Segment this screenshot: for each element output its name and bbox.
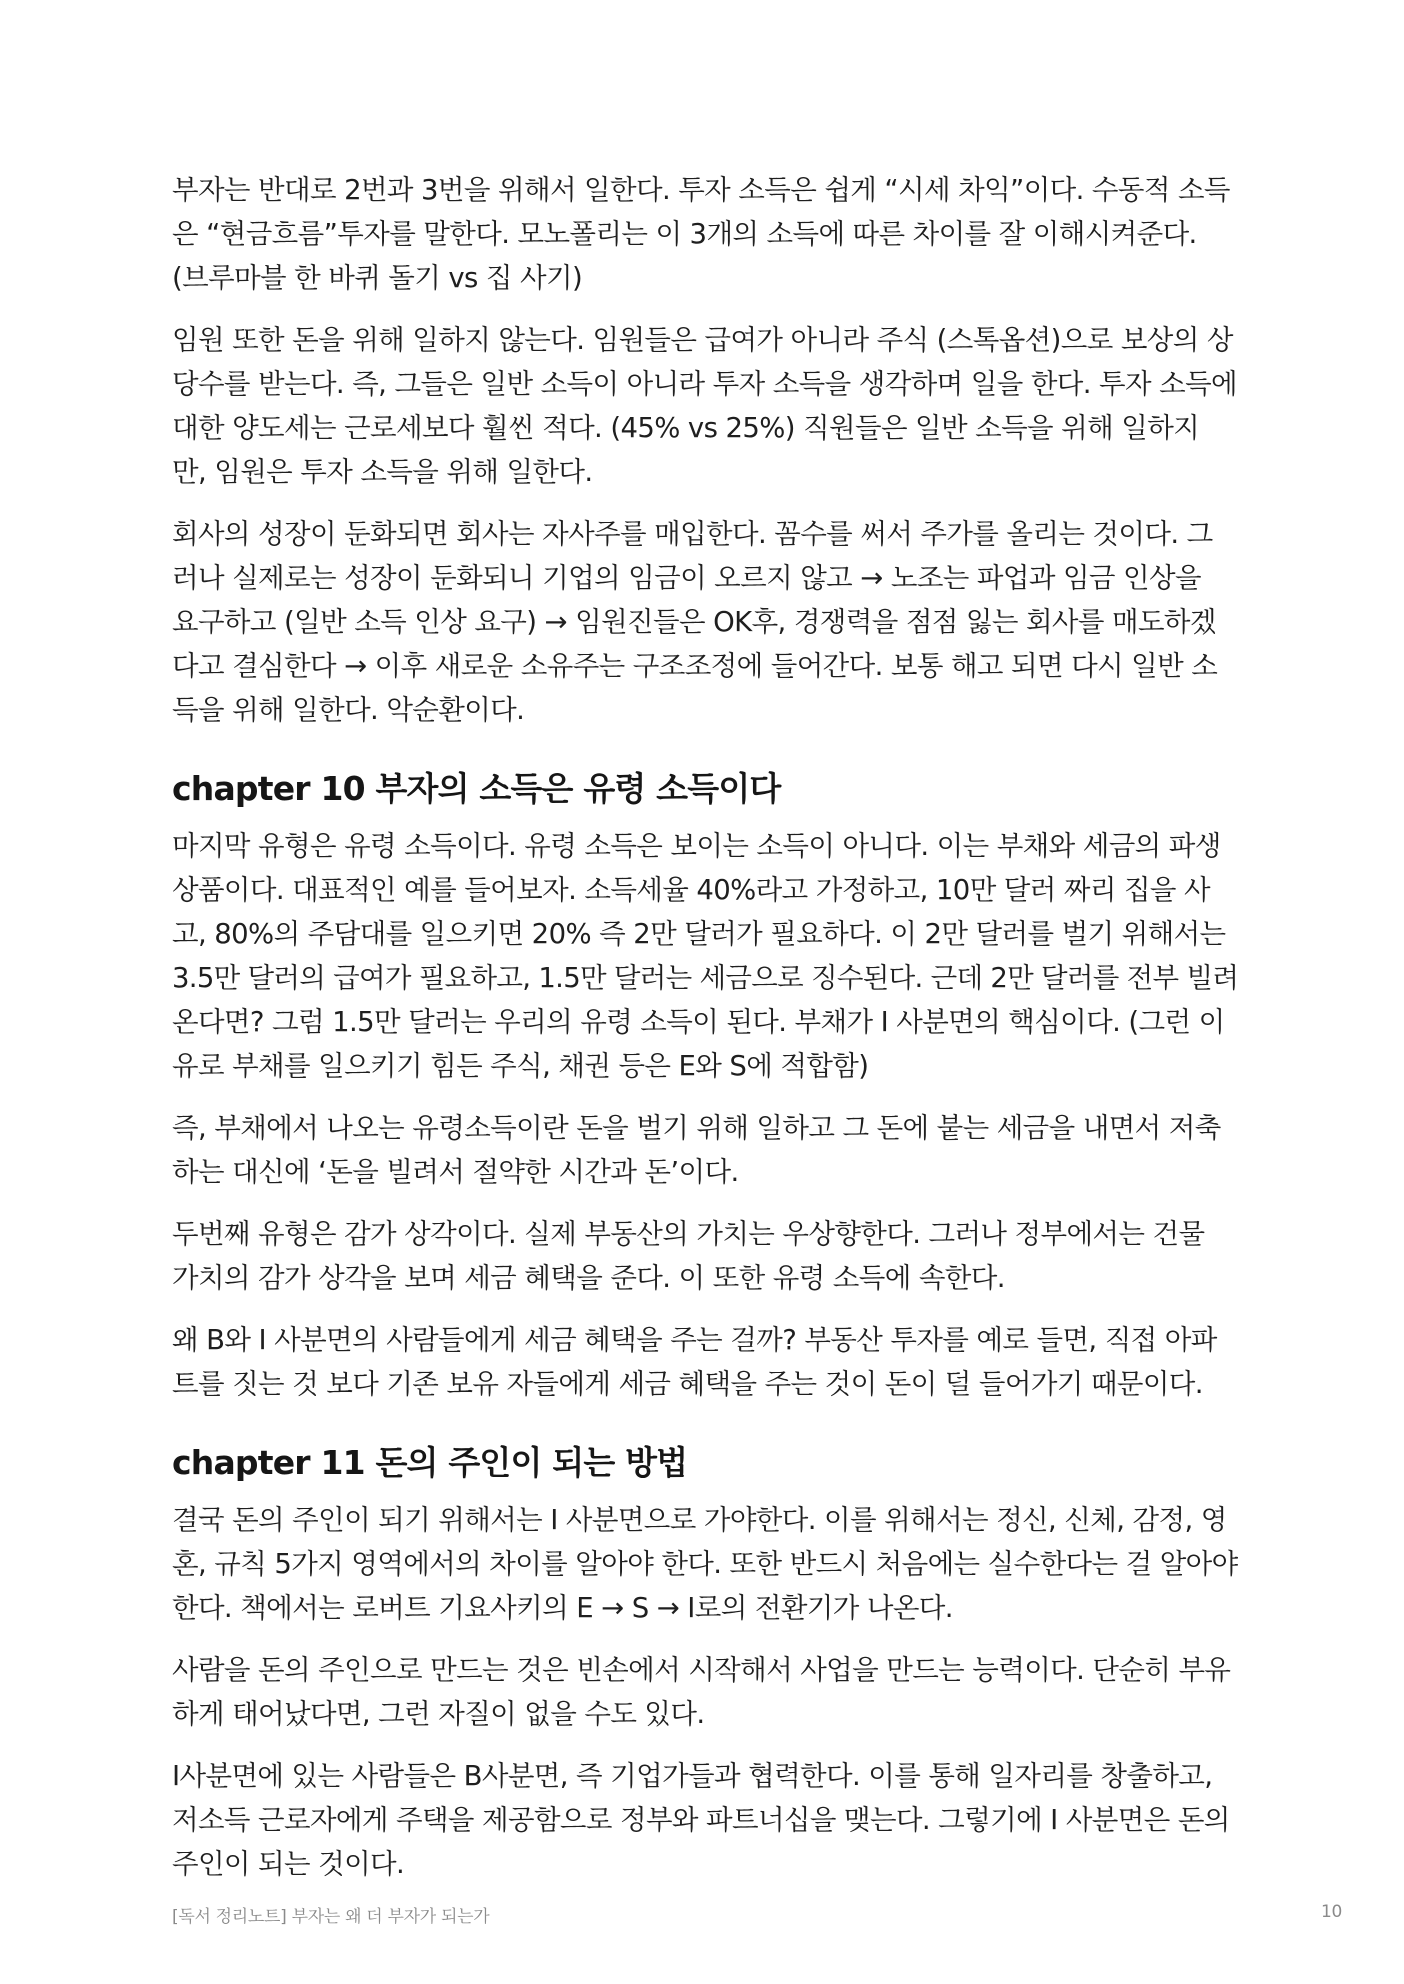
page-number: 10 — [1320, 1902, 1342, 1922]
paragraph-debt-phantom — [172, 1106, 1242, 1194]
text-line: (브루마블 한 바퀴 돌기 vs 집 사기) — [172, 262, 583, 294]
text-line: 두번째 유형은 감가 상각이다. 실제 부동산의 가치는 우상향한다. 그러나 정부에서는 건물 — [172, 1218, 1205, 1250]
text-line: 은 “현금흐름”투자를 말한다. 모노폴리는 이 3개의 소득에 따른 차이를 잘 이해시켜준다. — [172, 218, 1197, 250]
text-line: 트를 짓는 것 보다 기존 보유 자들에게 세금 혜택을 주는 것이 돈이 덜 들어가기 때문이다. — [172, 1368, 1203, 1400]
text-line: 유로 부채를 일으키기 힘든 주식, 채권 등은 E와 S에 적합함) — [172, 1050, 869, 1082]
page-footer — [172, 1902, 1342, 1926]
text-line: 다고 결심한다 → 이후 새로운 소유주는 구조조정에 들어간다. 보통 해고 되면 다시 일반 소 — [172, 650, 1218, 682]
chapter-10-heading: chapter 10 부자의 소득은 유령 소득이다 — [172, 769, 781, 808]
text-line: 결국 돈의 주인이 되기 위해서는 I 사분면으로 가야한다. 이를 위해서는 정신, 신체, 감정, 영 — [172, 1504, 1227, 1536]
text-line: 부자는 반대로 2번과 3번을 위해서 일한다. 투자 소득은 쉽게 “시세 차익”이다. 수동적 소득 — [172, 174, 1230, 206]
text-line: I사분면에 있는 사람들은 B사분면, 즉 기업가들과 협력한다. 이를 통해 일자리를 창출하고, — [172, 1760, 1213, 1792]
text-line: 하는 대신에 ‘돈을 빌려서 절약한 시간과 돈’이다. — [172, 1156, 739, 1188]
text-line: 고, 80%의 주담대를 일으키면 20% 즉 2만 달러가 필요하다. 이 2만 달러를 벌기 위해서는 — [172, 918, 1226, 950]
text-line: 만, 임원은 투자 소득을 위해 일한다. — [172, 456, 593, 488]
paragraph-master-of-money — [172, 1648, 1242, 1736]
text-line: 요구하고 (일반 소득 인상 요구) → 임원진들은 OK후, 경쟁력을 점점 잃는 회사를 매도하겠 — [172, 606, 1216, 638]
text-line: 하게 태어났다면, 그런 자질이 없을 수도 있다. — [172, 1698, 705, 1730]
text-line: 당수를 받는다. 즉, 그들은 일반 소득이 아니라 투자 소득을 생각하며 일을 한다. 투자 소득에 — [172, 368, 1238, 400]
text-line: 회사의 성장이 둔화되면 회사는 자사주를 매입한다. 꼼수를 써서 주가를 올리는 것이다. 그 — [172, 518, 1213, 550]
chapter-11-heading: chapter 11 돈의 주인이 되는 방법 — [172, 1443, 688, 1482]
text-line: 주인이 되는 것이다. — [172, 1848, 405, 1880]
text-line: 왜 B와 I 사분면의 사람들에게 세금 혜택을 주는 걸까? 부동산 투자를 예로 들면, 직접 아파 — [172, 1324, 1217, 1356]
text-line: 사람을 돈의 주인으로 만드는 것은 빈손에서 시작해서 사업을 만드는 능력이다. 단순히 부유 — [172, 1654, 1231, 1686]
paragraph-i-quadrant — [172, 1498, 1242, 1630]
paragraph-partnership — [172, 1754, 1242, 1886]
text-line: 대한 양도세는 근로세보다 훨씬 적다. (45% vs 25%) 직원들은 일반 소득을 위해 일하지 — [172, 412, 1200, 444]
text-line: 저소득 근로자에게 주택을 제공함으로 정부와 파트너십을 맺는다. 그렇기에 I 사분면은 돈의 — [172, 1804, 1230, 1836]
paragraph-tax-benefits — [172, 1318, 1242, 1406]
text-line: 마지막 유형은 유령 소득이다. 유령 소득은 보이는 소득이 아니다. 이는 부채와 세금의 파생 — [172, 830, 1221, 862]
paragraph-rich-income — [172, 168, 1242, 300]
document-body — [172, 168, 1242, 1904]
text-line: 혼, 규칙 5가지 영역에서의 차이를 알아야 한다. 또한 반드시 처음에는 실수한다는 걸 알아야 — [172, 1548, 1238, 1580]
paragraph-executives — [172, 318, 1242, 494]
text-line: 상품이다. 대표적인 예를 들어보자. 소득세율 40%라고 가정하고, 10만 달러 짜리 집을 사 — [172, 874, 1210, 906]
text-line: 온다면? 그럼 1.5만 달러는 우리의 유령 소득이 된다. 부채가 I 사분면의 핵심이다. (그런 이 — [172, 1006, 1225, 1038]
text-line: 득을 위해 일한다. 악순환이다. — [172, 694, 525, 726]
footer-document-title: [독서 정리노트] 부자는 왜 더 부자가 되는가 — [172, 1907, 490, 1927]
text-line: 3.5만 달러의 급여가 필요하고, 1.5만 달러는 세금으로 징수된다. 근데 2만 달러를 전부 빌려 — [172, 962, 1239, 994]
text-line: 임원 또한 돈을 위해 일하지 않는다. 임원들은 급여가 아니라 주식 (스톡옵션)으로 보상의 상 — [172, 324, 1233, 356]
paragraph-company-growth — [172, 512, 1242, 732]
paragraph-depreciation — [172, 1212, 1242, 1300]
text-line: 러나 실제로는 성장이 둔화되니 기업의 임금이 오르지 않고 → 노조는 파업과 임금 인상을 — [172, 562, 1201, 594]
paragraph-phantom-income — [172, 824, 1242, 1088]
text-line: 가치의 감가 상각을 보며 세금 혜택을 준다. 이 또한 유령 소득에 속한다. — [172, 1262, 1005, 1294]
text-line: 한다. 책에서는 로버트 기요사키의 E → S → I로의 전환기가 나온다. — [172, 1592, 953, 1624]
text-line: 즉, 부채에서 나오는 유령소득이란 돈을 벌기 위해 일하고 그 돈에 붙는 세금을 내면서 저축 — [172, 1112, 1221, 1144]
